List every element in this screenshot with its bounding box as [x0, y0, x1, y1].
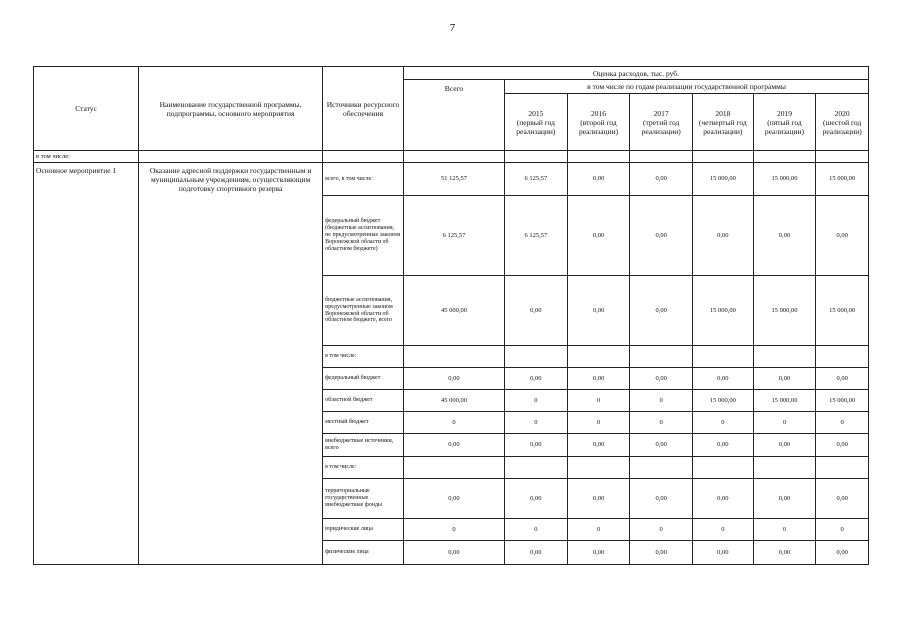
year-value: 0,00	[505, 541, 568, 565]
year-value: 0,00	[567, 163, 630, 196]
total-value: 6 125,57	[403, 196, 504, 276]
data-body	[34, 163, 869, 565]
year-value: 0,00	[816, 434, 869, 457]
year-2019: 2019 (пятый год реализации)	[753, 94, 816, 151]
source-label: в том числе:	[323, 346, 404, 368]
total-value: 45 000,00	[403, 390, 504, 412]
year-value: 0,00	[816, 196, 869, 276]
year-value: 0,00	[630, 276, 693, 346]
budget-table	[33, 66, 869, 565]
year-value: 0,00	[630, 434, 693, 457]
year-value: 0,00	[630, 479, 693, 519]
year-value: 0,00	[630, 163, 693, 196]
year-2017: 2017 (третий год реализации)	[630, 94, 693, 151]
including-label: в том числе:	[34, 151, 139, 163]
year-value: 15 000,00	[693, 390, 754, 412]
header-total: Всего	[403, 80, 504, 151]
source-label: юридические лица	[323, 519, 404, 541]
year-value: 0,00	[567, 434, 630, 457]
year-value: 0	[567, 412, 630, 434]
year-value: 0,00	[753, 434, 816, 457]
year-value: 0,00	[693, 541, 754, 565]
year-value: 0	[693, 412, 754, 434]
year-value: 15 000,00	[693, 276, 754, 346]
year-value: 0,00	[567, 196, 630, 276]
year-value: 0	[693, 519, 754, 541]
including-row	[34, 151, 869, 163]
year-value	[567, 346, 630, 368]
year-value: 0,00	[567, 368, 630, 390]
activity-name: Оказание адресной поддержки государственным и муниципальным учреждениям, осуществляющим подготовку спортивного резерва	[139, 163, 323, 565]
total-value: 0,00	[403, 479, 504, 519]
table-row	[34, 163, 869, 196]
header-status: Статус	[34, 67, 139, 151]
total-value: 0,00	[403, 541, 504, 565]
year-value: 0,00	[567, 541, 630, 565]
year-value: 15 000,00	[816, 163, 869, 196]
year-value: 0	[505, 390, 568, 412]
year-2020: 2020 (шестой год реализации)	[816, 94, 869, 151]
year-value: 0	[567, 519, 630, 541]
year-value: 0,00	[630, 196, 693, 276]
source-label: всего, в том числе:	[323, 163, 404, 196]
year-value: 0,00	[693, 479, 754, 519]
year-value: 0,00	[693, 434, 754, 457]
year-value	[693, 346, 754, 368]
total-value: 51 125,57	[403, 163, 504, 196]
year-value: 0,00	[505, 368, 568, 390]
header-row-1	[34, 67, 869, 80]
year-value: 0,00	[753, 368, 816, 390]
source-label: федеральный бюджет (бюджетные ассигнования, не предусмотренные законом Воронежской области об областном бюджете)	[323, 196, 404, 276]
year-value: 0,00	[753, 541, 816, 565]
source-label: территориальные государственные внебюджетные фонды	[323, 479, 404, 519]
year-2018: 2018 (четвертый год реализации)	[693, 94, 754, 151]
year-value: 15 000,00	[816, 390, 869, 412]
year-value: 0,00	[505, 276, 568, 346]
total-value: 0,00	[403, 434, 504, 457]
year-value: 0,00	[567, 479, 630, 519]
year-value: 0	[816, 412, 869, 434]
year-value	[630, 457, 693, 479]
total-value: 45 000,00	[403, 276, 504, 346]
year-value	[567, 457, 630, 479]
year-value	[505, 457, 568, 479]
year-value	[816, 457, 869, 479]
year-value: 0	[567, 390, 630, 412]
year-value: 0	[753, 412, 816, 434]
total-value: 0	[403, 519, 504, 541]
year-value: 6 125,57	[505, 196, 568, 276]
year-value: 0,00	[816, 541, 869, 565]
year-value	[753, 457, 816, 479]
year-value	[630, 346, 693, 368]
year-value: 15 000,00	[753, 390, 816, 412]
year-value: 15 000,00	[816, 276, 869, 346]
source-label: федеральный бюджет	[323, 368, 404, 390]
year-value: 0,00	[693, 196, 754, 276]
source-label: областной бюджет	[323, 390, 404, 412]
year-value	[816, 346, 869, 368]
year-value: 0	[505, 412, 568, 434]
year-value: 0,00	[753, 196, 816, 276]
header-by-years: в том числе по годам реализации государственной программы	[505, 80, 869, 94]
year-value: 0	[753, 519, 816, 541]
year-value: 15 000,00	[753, 276, 816, 346]
year-value: 0	[505, 519, 568, 541]
source-label: внебюджетные источники, всего	[323, 434, 404, 457]
year-value	[753, 346, 816, 368]
header-source: Источники ресурсного обеспечения	[323, 67, 404, 151]
total-value	[403, 457, 504, 479]
total-value: 0,00	[403, 368, 504, 390]
source-label: бюджетные ассигнования, предусмотренные законом Воронежской области об областном бюджете, всего	[323, 276, 404, 346]
year-value: 0,00	[693, 368, 754, 390]
year-value: 0	[630, 412, 693, 434]
year-value: 0,00	[753, 479, 816, 519]
source-label: в том числе:	[323, 457, 404, 479]
year-value: 0	[630, 519, 693, 541]
year-value: 0,00	[630, 541, 693, 565]
total-value	[403, 346, 504, 368]
year-value: 0	[816, 519, 869, 541]
header-estimate: Оценка расходов, тыс. руб.	[403, 67, 868, 80]
year-value: 0,00	[505, 434, 568, 457]
page-number: 7	[449, 22, 456, 34]
year-value: 0,00	[816, 368, 869, 390]
year-2015: 2015 (первый год реализации)	[505, 94, 568, 151]
year-value	[505, 346, 568, 368]
year-value: 0,00	[567, 276, 630, 346]
total-value: 0	[403, 412, 504, 434]
year-value: 15 000,00	[753, 163, 816, 196]
year-value: 0,00	[630, 368, 693, 390]
year-value: 0,00	[816, 479, 869, 519]
year-value	[693, 457, 754, 479]
header-name: Наименование государственной программы, подпрограммы, основного мероприятия	[139, 67, 323, 151]
year-value: 15 000,00	[693, 163, 754, 196]
source-label: местный бюджет	[323, 412, 404, 434]
source-label: физические лица	[323, 541, 404, 565]
year-2016: 2016 (второй год реализации)	[567, 94, 630, 151]
year-value: 6 125,57	[505, 163, 568, 196]
year-value: 0	[630, 390, 693, 412]
activity-status: Основное мероприятие 1	[34, 163, 139, 565]
year-value: 0,00	[505, 479, 568, 519]
